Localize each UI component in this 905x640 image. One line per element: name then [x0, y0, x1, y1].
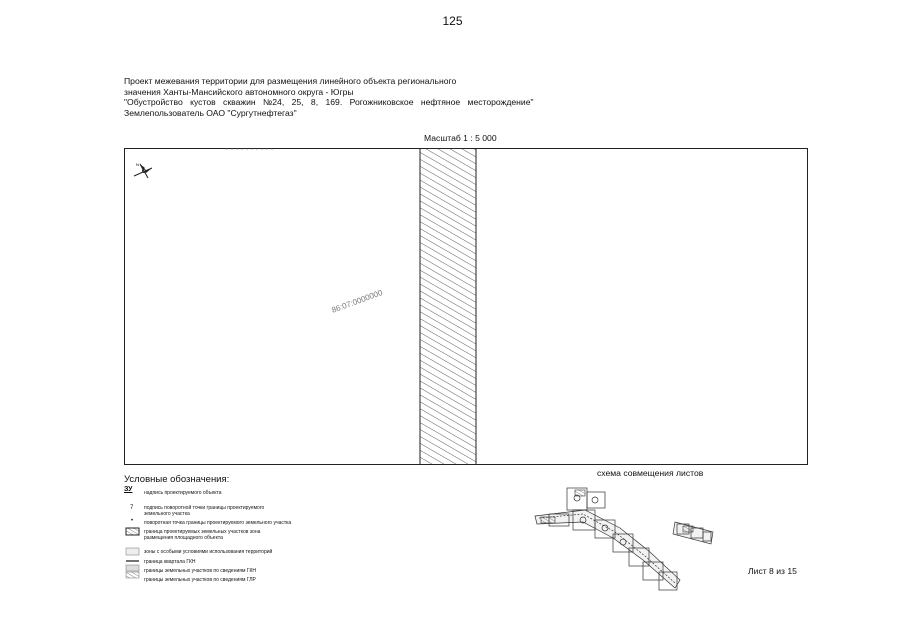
svg-text:N: N: [136, 162, 139, 167]
header-line-3: "Обустройство кустов скважин №24, 25, 8, 169. Рогожниковское нефтяное месторождение": [124, 97, 534, 108]
legend-label-gkn: границы земельных участков по сведениям ГКН: [144, 568, 257, 574]
legend-swatch-boundary: [126, 528, 139, 535]
legend-title: Условные обозначения:: [124, 474, 230, 485]
legend-symbol-point-label: 7: [130, 505, 134, 511]
header-line-4: Землепользователь ОАО "Сургутнефтегаз": [124, 107, 297, 118]
map-drawing: [124, 148, 808, 465]
legend-label-point: поворотная точка границы проектируемого земельного участка: [144, 520, 292, 526]
legend-symbol-zu: ЗУ: [124, 486, 133, 493]
legend-label-point-label: подпись поворотной точки границы проектируемого земельного участка: [144, 505, 265, 517]
page-number: 125: [442, 14, 463, 28]
legend-label-boundary: граница проектируемых земельных участков зона размещения площадного объекта: [144, 529, 261, 541]
scale-label: Масштаб 1 : 5 000: [424, 133, 497, 143]
legend-label-glr: границы земельных участков по сведениям ГЛР: [144, 577, 256, 583]
legend-swatches: [125, 527, 141, 587]
north-arrow-icon: [134, 162, 152, 178]
sheet-number: Лист 8 из 15: [748, 566, 797, 576]
placement-zone-strip: [420, 148, 476, 465]
legend-swatch-gkn: [126, 565, 139, 571]
cadastral-number: 86:07:0000000: [330, 288, 384, 315]
header-line-2: значения Ханты-Мансийского автономного округа - Югры: [124, 86, 354, 97]
document-header: [124, 76, 534, 118]
sheet-layout-schema: [525, 480, 745, 605]
legend-symbol-point: •: [131, 518, 134, 524]
legend-label-quarter: граница квартала ГКН: [144, 559, 196, 565]
legend-swatch-zone: [126, 548, 139, 555]
schema-title: схема совмещения листов: [597, 468, 704, 478]
legend-swatch-glr: [126, 572, 139, 578]
legend-label-zone: зоны с особыми условиями использования территорий: [144, 549, 273, 555]
legend-label-zu: надпись проектируемого объекта: [144, 490, 222, 496]
header-line-1: Проект межевания территории для размещения линейного объекта регионального: [124, 76, 457, 86]
